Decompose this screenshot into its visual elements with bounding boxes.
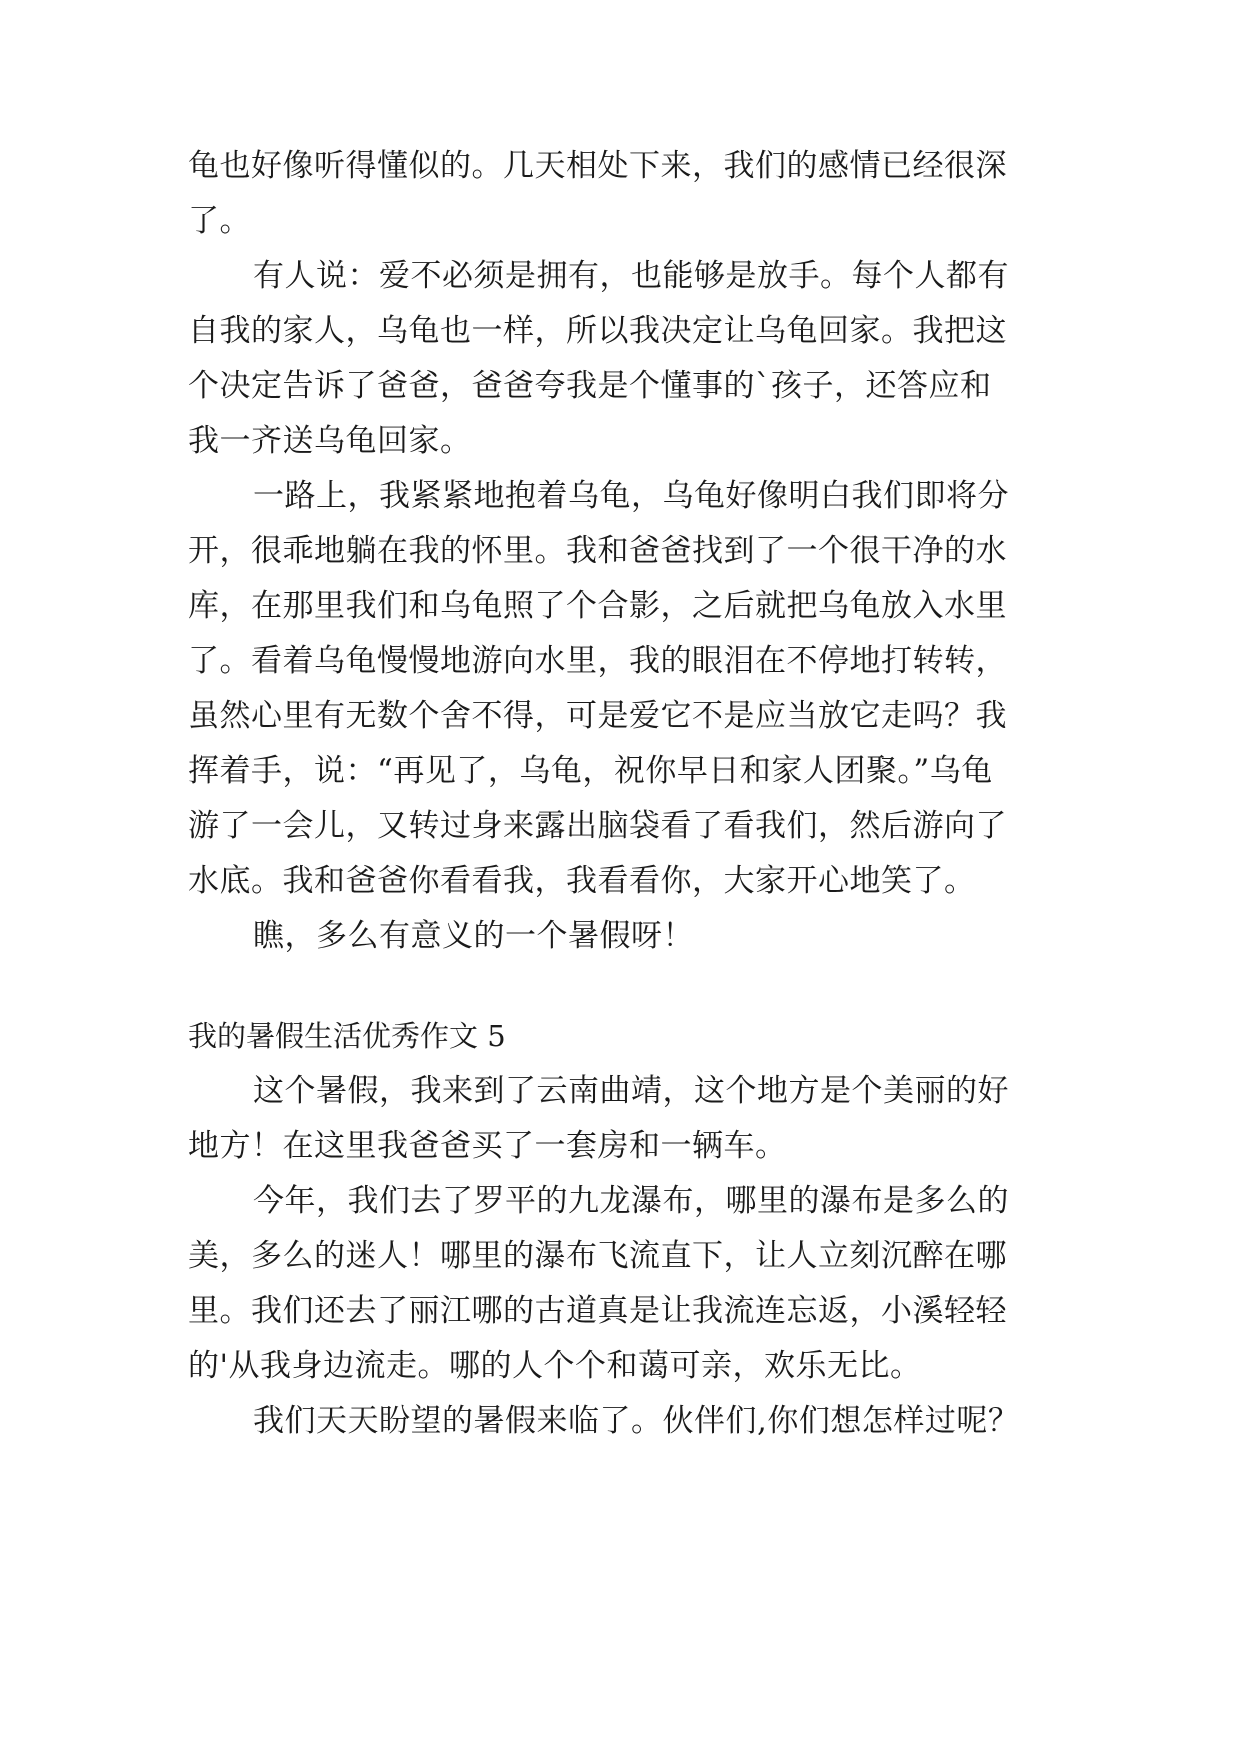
text-line: 了。 [188, 203, 251, 239]
paragraph-first-line: 瞧，多么有意义的一个暑假呀！ [253, 918, 694, 954]
text-line: 了。看着乌龟慢慢地游向水里，我的眼泪在不停地打转转， [188, 643, 1007, 679]
text-line: 美，多么的迷人！哪里的瀑布飞流直下，让人立刻沉醉在哪 [188, 1238, 1007, 1274]
text-line: 个决定告诉了爸爸，爸爸夸我是个懂事的`孩子，还答应和 [188, 368, 992, 404]
paragraph-first-line: 我们天天盼望的暑假来临了。伙伴们,你们想怎样过呢？ [253, 1403, 1020, 1439]
text-line: 游了一会儿，又转过身来露出脑袋看了看我们，然后游向了 [188, 808, 1007, 844]
text-line: 开，很乖地躺在我的怀里。我和爸爸找到了一个很干净的水 [188, 533, 1007, 569]
section-heading: 我的暑假生活优秀作文 5 [188, 1019, 506, 1053]
text-line: 挥着手，说：“再见了，乌龟，祝你早日和家人团聚。”乌龟 [188, 753, 993, 789]
paragraph-first-line: 今年，我们去了罗平的九龙瀑布，哪里的瀑布是多么的 [253, 1183, 1009, 1219]
text-line: 库，在那里我们和乌龟照了个合影，之后就把乌龟放入水里 [188, 588, 1007, 624]
text-line: 我一齐送乌龟回家。 [188, 423, 472, 459]
text-line: 虽然心里有无数个舍不得，可是爱它不是应当放它走吗？我 [188, 698, 1007, 734]
text-line: 水底。我和爸爸你看看我，我看看你，大家开心地笑了。 [188, 863, 976, 899]
paragraph-first-line: 一路上，我紧紧地抱着乌龟，乌龟好像明白我们即将分 [253, 478, 1009, 514]
text-line: 的'从我身边流走。哪的人个个和蔼可亲，欢乐无比。 [188, 1348, 922, 1384]
paragraph-first-line: 这个暑假，我来到了云南曲靖，这个地方是个美丽的好 [253, 1073, 1009, 1109]
text-line: 里。我们还去了丽江哪的古道真是让我流连忘返，小溪轻轻 [188, 1293, 1007, 1329]
text-line: 自我的家人，乌龟也一样，所以我决定让乌龟回家。我把这 [188, 313, 1007, 349]
paragraph-first-line: 有人说：爱不必须是拥有，也能够是放手。每个人都有 [253, 258, 1009, 294]
text-line: 地方！在这里我爸爸买了一套房和一辆车。 [188, 1128, 787, 1164]
text-line: 龟也好像听得懂似的。几天相处下来，我们的感情已经很深 [188, 148, 1007, 184]
